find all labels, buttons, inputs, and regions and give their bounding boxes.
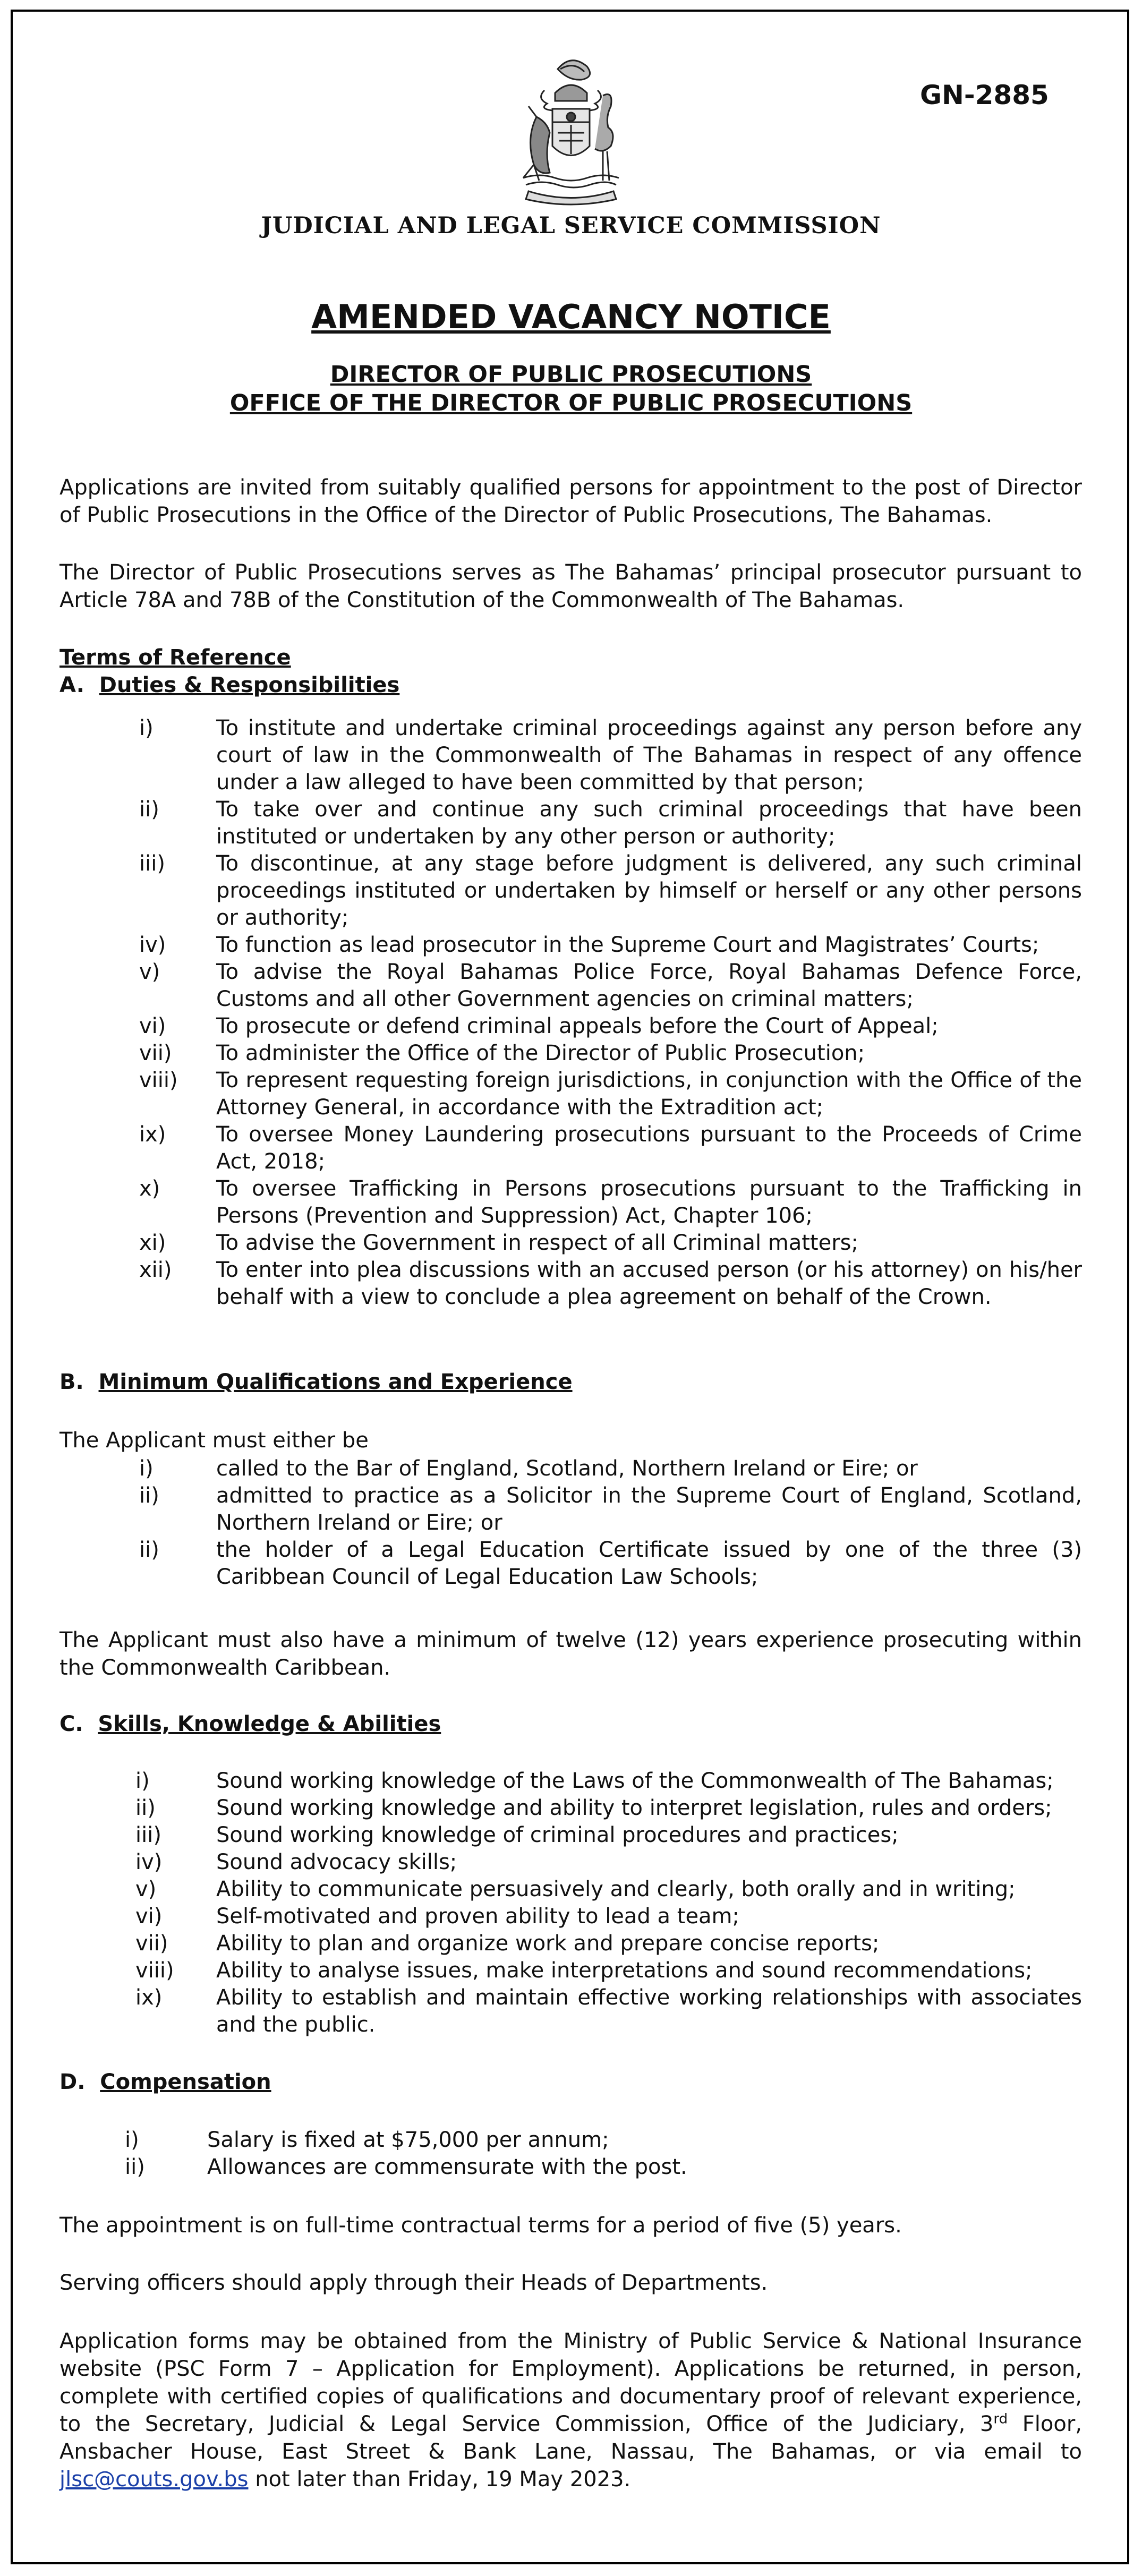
section-c-heading: C. Skills, Knowledge & Abilities bbox=[59, 1712, 441, 1736]
list-item bbox=[135, 1903, 1082, 1930]
list-item-number: vi) bbox=[135, 1904, 163, 1929]
list-item bbox=[135, 1984, 1082, 2038]
list-item-text: called to the Bar of England, Scotland, Northern Ireland or Eire; or bbox=[216, 1456, 918, 1481]
list-item-text: admitted to practice as a Solicitor in the Supreme Court of England, Scotland, Northern Ireland or Eire; or bbox=[216, 1483, 1082, 1535]
list-item-text: Sound advocacy skills; bbox=[216, 1850, 457, 1874]
list-item bbox=[135, 1822, 1082, 1849]
qualifications-list bbox=[139, 1455, 1082, 1591]
list-item-number: ii) bbox=[125, 2155, 145, 2179]
list-item bbox=[139, 1121, 1082, 1175]
list-item-number: ii) bbox=[135, 1796, 156, 1820]
list-item-number: iii) bbox=[139, 851, 165, 876]
section-a-heading: A. Duties & Responsibilities bbox=[59, 673, 400, 697]
list-item bbox=[139, 796, 1082, 850]
terms-heading: Terms of Reference bbox=[59, 645, 291, 670]
list-item-text: the holder of a Legal Education Certificate issued by one of the three (3) Caribbean Council of Legal Education Law Schools; bbox=[216, 1538, 1082, 1589]
list-item-number: i) bbox=[139, 1456, 154, 1481]
list-item-text: To institute and undertake criminal proceedings against any person before any court of law in the Commonwealth of The Bahamas in respect of any offence under a law alleged to have been committed by that person; bbox=[216, 716, 1082, 795]
list-item-number: viii) bbox=[135, 1958, 174, 1983]
list-item bbox=[135, 1957, 1082, 1984]
list-item-text: To oversee Money Laundering prosecutions pursuant to the Proceeds of Crime Act, 2018; bbox=[216, 1122, 1082, 1174]
list-item-text: Ability to communicate persuasively and clearly, both orally and in writing; bbox=[216, 1877, 1016, 1901]
notice-code: GN-2885 bbox=[920, 80, 1049, 110]
list-item-text: Sound working knowledge of the Laws of the Commonwealth of The Bahamas; bbox=[216, 1769, 1054, 1793]
list-item bbox=[139, 1257, 1082, 1311]
appointment-paragraph: The appointment is on full-time contractual terms for a period of five (5) years. bbox=[59, 2213, 902, 2238]
list-item-text: To administer the Office of the Director of Public Prosecution; bbox=[216, 1041, 865, 1065]
experience-paragraph: The Applicant must also have a minimum of twelve (12) years experience prosecuting within the Commonwealth Caribbean. bbox=[59, 1628, 1082, 1680]
list-item bbox=[135, 1876, 1082, 1903]
list-item bbox=[139, 1013, 1082, 1040]
list-item-text: Salary is fixed at $75,000 per annum; bbox=[207, 2128, 609, 2152]
list-item-number: ii) bbox=[139, 1483, 159, 1508]
list-item-text: To discontinue, at any stage before judgment is delivered, any such criminal proceedings instituted or undertaken by himself or herself or any other persons or authority; bbox=[216, 851, 1082, 930]
compensation-list bbox=[125, 2127, 1082, 2181]
list-item-number: vii) bbox=[139, 1041, 172, 1065]
skills-list bbox=[135, 1768, 1082, 2038]
list-item bbox=[139, 850, 1082, 932]
list-item bbox=[135, 1930, 1082, 1957]
list-item-number: x) bbox=[139, 1176, 160, 1201]
list-item-text: To represent requesting foreign jurisdictions, in conjunction with the Office of the Attorney General, in accordance with the Extradition act; bbox=[216, 1068, 1082, 1120]
list-item bbox=[125, 2154, 1082, 2181]
list-item-number: viii) bbox=[139, 1068, 178, 1093]
list-item-text: Self-motivated and proven ability to lead a team; bbox=[216, 1904, 739, 1929]
duties-list bbox=[139, 715, 1082, 1311]
email-link[interactable]: jlsc@couts.gov.bs bbox=[59, 2467, 249, 2492]
subtitle-office: OFFICE OF THE DIRECTOR OF PUBLIC PROSECUTIONS bbox=[229, 390, 913, 416]
list-item bbox=[139, 1455, 1082, 1482]
list-item bbox=[135, 1849, 1082, 1876]
list-item-text: Ability to analyse issues, make interpretations and sound recommendations; bbox=[216, 1958, 1033, 1983]
list-item-text: Sound working knowledge of criminal procedures and practices; bbox=[216, 1823, 899, 1847]
list-item-number: xii) bbox=[139, 1258, 172, 1282]
list-item-text: To take over and continue any such criminal proceedings that have been instituted or undertaken by any other person or authority; bbox=[216, 797, 1082, 849]
coat-of-arms-icon bbox=[507, 48, 635, 207]
list-item-number: i) bbox=[135, 1769, 150, 1793]
list-item-number: ix) bbox=[139, 1122, 166, 1147]
list-item-number: vii) bbox=[135, 1931, 168, 1956]
list-item-number: v) bbox=[139, 960, 160, 984]
list-item-number: ii) bbox=[139, 797, 159, 822]
list-item bbox=[139, 1040, 1082, 1067]
list-item-text: Ability to plan and organize work and prepare concise reports; bbox=[216, 1931, 880, 1956]
list-item-number: xi) bbox=[139, 1231, 166, 1255]
list-item-number: i) bbox=[125, 2128, 139, 2152]
list-item-text: To function as lead prosecutor in the Supreme Court and Magistrates’ Courts; bbox=[216, 933, 1039, 957]
section-b-heading: B. Minimum Qualifications and Experience bbox=[59, 1370, 573, 1394]
list-item bbox=[139, 1482, 1082, 1537]
list-item-text: Sound working knowledge and ability to interpret legislation, rules and orders; bbox=[216, 1796, 1052, 1820]
section-d-heading: D. Compensation bbox=[59, 2070, 271, 2094]
list-item-text: To advise the Royal Bahamas Police Force, Royal Bahamas Defence Force, Customs and all other Government agencies on criminal matters; bbox=[216, 960, 1082, 1011]
qualifications-lead: The Applicant must either be bbox=[59, 1428, 369, 1453]
list-item-number: ix) bbox=[135, 1985, 163, 2010]
list-item bbox=[139, 715, 1082, 796]
list-item-text: To enter into plea discussions with an accused person (or his attorney) on his/her behalf with a view to conclude a plea agreement on behalf of the Crown. bbox=[216, 1258, 1082, 1309]
list-item bbox=[135, 1768, 1082, 1795]
list-item bbox=[139, 1067, 1082, 1121]
list-item bbox=[125, 2127, 1082, 2154]
list-item bbox=[139, 1537, 1082, 1591]
role-paragraph: The Director of Public Prosecutions serves as The Bahamas’ principal prosecutor pursuant to Article 78A and 78B of the Constitution of the Commonwealth of The Bahamas. bbox=[59, 560, 1082, 612]
list-item bbox=[139, 1175, 1082, 1230]
list-item-text: To oversee Trafficking in Persons prosecutions pursuant to the Trafficking in Persons (Prevention and Suppression) Act, Chapter 106; bbox=[216, 1176, 1082, 1228]
list-item bbox=[139, 959, 1082, 1013]
list-item-number: iv) bbox=[139, 933, 166, 957]
application-paragraph: Application forms may be obtained from the Ministry of Public Service & National Insurance website (PSC Form 7 – Application for Employment). Applications be returned, in person, complete with certified copies of qualifications and documentary proof of relevant experience, to the Secretary, Judicial & Legal Service Commission, Office of the Judiciary, 3rd Floor, Ansbacher House, East Street & Bank Lane, Nassau, The Bahamas, or via email to jlsc@couts.gov.bs not later than Friday, 19 May 2023. bbox=[59, 2329, 1082, 2492]
intro-paragraph: Applications are invited from suitably qualified persons for appointment to the post of Director of Public Prosecutions in the Office of the Director of Public Prosecutions, The Bahamas. bbox=[59, 475, 1082, 527]
list-item-number: iii) bbox=[135, 1823, 161, 1847]
list-item-text: To prosecute or defend criminal appeals before the Court of Appeal; bbox=[216, 1014, 939, 1038]
list-item-text: Allowances are commensurate with the post. bbox=[207, 2155, 687, 2179]
commission-name: JUDICIAL AND LEGAL SERVICE COMMISSION bbox=[261, 212, 881, 239]
list-item-number: v) bbox=[135, 1877, 157, 1901]
list-item bbox=[139, 932, 1082, 959]
list-item-text: To advise the Government in respect of all Criminal matters; bbox=[216, 1231, 858, 1255]
list-item bbox=[135, 1795, 1082, 1822]
list-item-number: i) bbox=[139, 716, 154, 740]
list-item-text: Ability to establish and maintain effective working relationships with associates and the public. bbox=[216, 1985, 1082, 2037]
serving-officers-paragraph: Serving officers should apply through their Heads of Departments. bbox=[59, 2271, 768, 2295]
list-item-number: iv) bbox=[135, 1850, 163, 1874]
list-item-number: vi) bbox=[139, 1014, 166, 1038]
list-item bbox=[139, 1230, 1082, 1257]
page-title: AMENDED VACANCY NOTICE bbox=[311, 297, 831, 336]
subtitle-post: DIRECTOR OF PUBLIC PROSECUTIONS bbox=[330, 361, 812, 388]
list-item-number: ii) bbox=[139, 1538, 159, 1562]
